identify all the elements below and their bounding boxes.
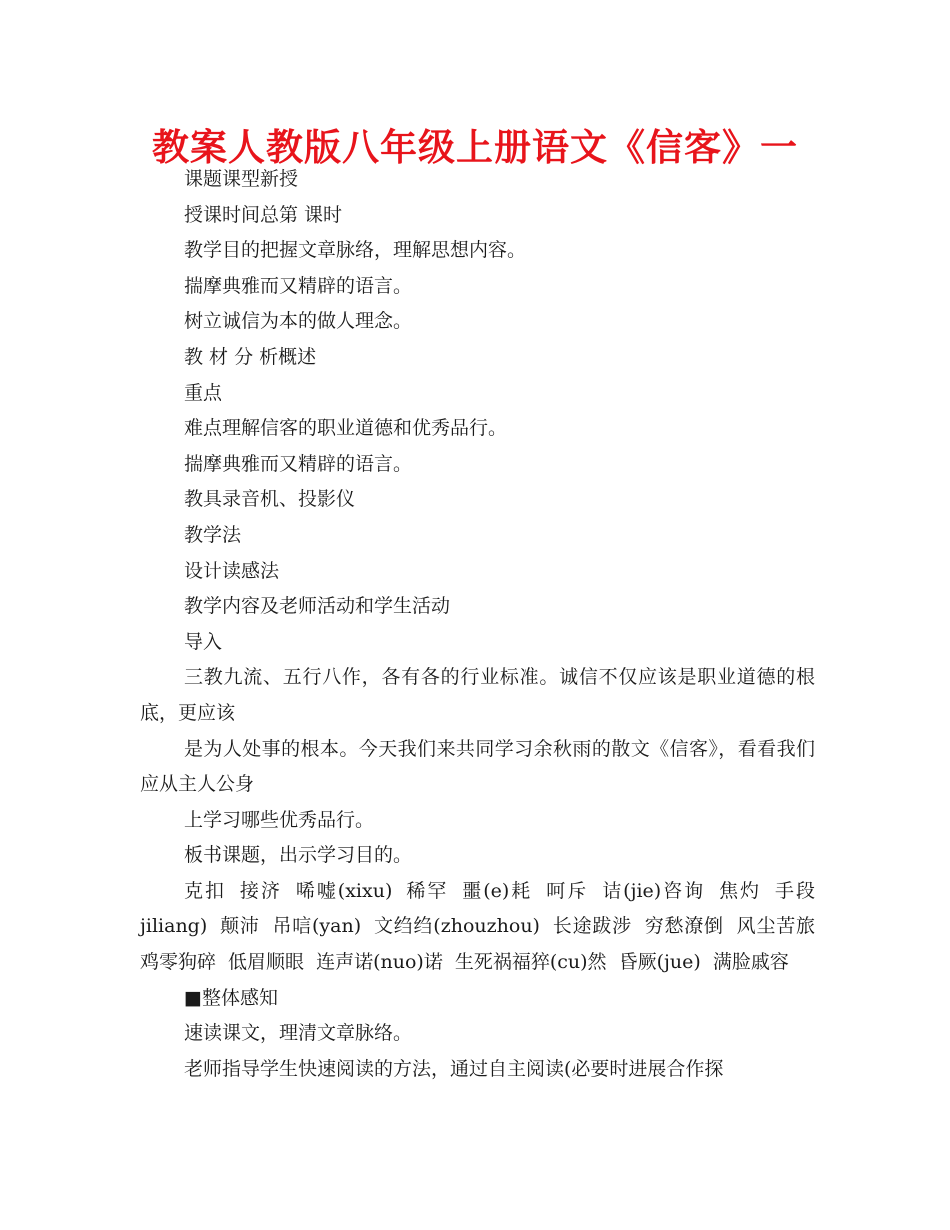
paragraph-difficulty: 难点理解信客的职业道德和优秀品行。 (184, 417, 508, 440)
paragraph-difficulty-language: 揣摩典雅而又精辟的语言。 (184, 452, 413, 475)
paragraph-teaching-aids: 教具录音机、投影仪 (184, 488, 356, 511)
document-title: 教案人教版八年级上册语文《信客》一 (152, 126, 798, 169)
paragraph-introduction-heading: 导入 (184, 630, 223, 653)
paragraph-teaching-content: 教学内容及老师活动和学生活动 (184, 595, 451, 618)
paragraph-lesson-time: 授课时间总第 课时 (184, 203, 343, 226)
paragraph-overall-perception: ■整体感知 (184, 986, 278, 1009)
document-body (140, 162, 815, 1087)
paragraph-board-title: 板书课题，出示学习目的。 (184, 844, 413, 867)
paragraph-material-analysis: 教 材 分 析概述 (184, 345, 317, 368)
paragraph-goal-honesty: 树立诚信为本的做人理念。 (184, 310, 413, 333)
paragraph-teaching-method: 教学法 (184, 523, 242, 546)
paragraph-speed-reading: 速读课文，理清文章脉络。 (184, 1022, 413, 1045)
paragraph-key-point: 重点 (184, 381, 223, 404)
paragraph-teaching-goal: 教学目的把握文章脉络，理解思想内容。 (184, 239, 527, 262)
paragraph-introduction-2: 是为人处事的根本。今天我们来共同学习余秋雨的散文《信客》，看看我们应从主人公身 (140, 737, 815, 796)
paragraph-design-method: 设计读感法 (184, 559, 280, 582)
paragraph-goal-language: 揣摩典雅而又精辟的语言。 (184, 274, 413, 297)
paragraph-lesson-type: 课题课型新授 (184, 168, 299, 190)
paragraph-vocabulary: 克扣 接济 唏嘘(xixu) 稀罕 噩(e)耗 呵斥 诘(jie)咨询 焦灼 手段 jiliang) 颠沛 吊唁(yan) 文绉绉(zhouzhou) 长途跋涉 穷愁潦倒 风尘苦旅 鸡零狗碎 低眉顺眼 连声诺(nuo)诺 生死祸福猝(cu)然 昏厥(jue) 满脸戚容 (140, 879, 815, 974)
paragraph-introduction-1: 三教九流、五行八作，各有各的行业标准。诚信不仅应该是职业道德的根底，更应该 (140, 666, 815, 724)
paragraph-teacher-guidance: 老师指导学生快速阅读的方法，通过自主阅读(必要时进展合作探 (184, 1057, 724, 1080)
paragraph-introduction-3: 上学习哪些优秀品行。 (184, 808, 375, 831)
